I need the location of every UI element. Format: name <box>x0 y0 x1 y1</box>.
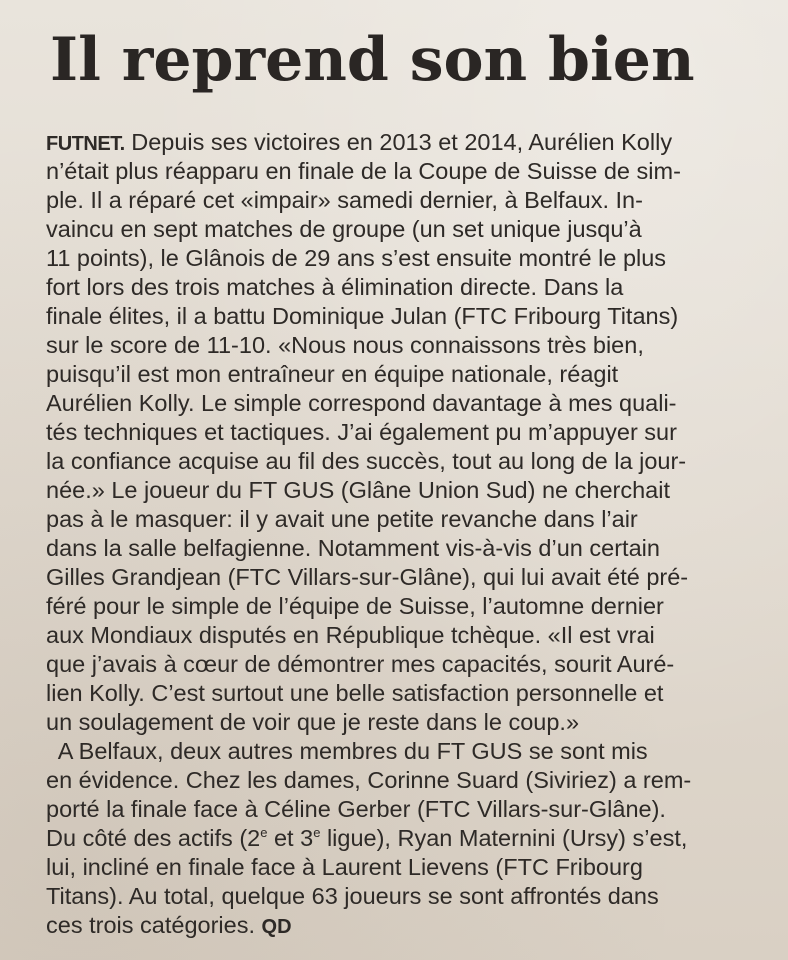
article-line-11: tés techniques et tactiques. J’ai également pu m’appuyer sur <box>46 419 677 445</box>
article-line-7: finale élites, il a battu Dominique Julan (FTC Fribourg Titans) <box>46 303 679 329</box>
article-line-10: Aurélien Kolly. Le simple correspond davantage à mes quali- <box>46 390 677 416</box>
article-line-23: en évidence. Chez les dames, Corinne Suard (Siviriez) a rem- <box>46 767 692 793</box>
article-line-4: vaincu en sept matches de groupe (un set unique jusqu’à <box>46 216 642 242</box>
article-line-20: lien Kolly. C’est surtout une belle satisfaction personnelle et <box>46 680 664 706</box>
author-signature: QD <box>261 916 292 938</box>
article-line-3: ple. Il a réparé cet «impair» samedi dernier, à Belfaux. In- <box>46 187 643 213</box>
article-line-19: que j’avais à cœur de démontrer mes capacités, sourit Auré- <box>46 651 675 677</box>
article-line-25: Du côté des actifs (2e et 3e ligue), Ryan Maternini (Ursy) s’est, <box>46 825 688 851</box>
article-line-9: puisqu’il est mon entraîneur en équipe nationale, réagit <box>46 361 619 387</box>
article-line-6: fort lors des trois matches à élimination directe. Dans la <box>46 274 624 300</box>
article-line-18: aux Mondiaux disputés en République tchèque. «Il est vrai <box>46 622 655 648</box>
article-line-15: dans la salle belfagienne. Notamment vis-à-vis d’un certain <box>46 535 660 561</box>
article-line-12: la confiance acquise au fil des succès, tout au long de la jour- <box>46 448 687 474</box>
article-line-28: ces trois catégories. QD <box>46 912 292 938</box>
article-line-8: sur le score de 11-10. «Nous nous connaissons très bien, <box>46 332 644 358</box>
article-line-27: Titans). Au total, quelque 63 joueurs se sont affrontés dans <box>46 883 659 909</box>
article-body <box>46 128 750 940</box>
article-line-26: lui, incliné en finale face à Laurent Lievens (FTC Fribourg <box>46 854 643 880</box>
article-line-2: n’était plus réapparu en finale de la Coupe de Suisse de sim- <box>46 158 681 184</box>
article-line-13: née.» Le joueur du FT GUS (Glâne Union Sud) ne cherchait <box>46 477 670 503</box>
headline: Il reprend son bien <box>50 25 695 95</box>
article-line-24: porté la finale face à Céline Gerber (FTC Villars-sur-Glâne). <box>46 796 666 822</box>
article-line-14: pas à le masquer: il y avait une petite revanche dans l’air <box>46 506 638 532</box>
article-line-16: Gilles Grandjean (FTC Villars-sur-Glâne), qui lui avait été pré- <box>46 564 689 590</box>
article-line-21: un soulagement de voir que je reste dans le coup.» <box>46 709 580 735</box>
article-line-17: féré pour le simple de l’équipe de Suisse, l’automne dernier <box>46 593 664 619</box>
article-line-22: A Belfaux, deux autres membres du FT GUS se sont mis <box>46 738 648 764</box>
lead-word: FUTNET. <box>46 133 125 155</box>
article-line-5: 11 points), le Glânois de 29 ans s’est ensuite montré le plus <box>46 245 667 271</box>
article-line-1: FUTNET. Depuis ses victoires en 2013 et 2014, Aurélien Kolly <box>46 129 673 155</box>
